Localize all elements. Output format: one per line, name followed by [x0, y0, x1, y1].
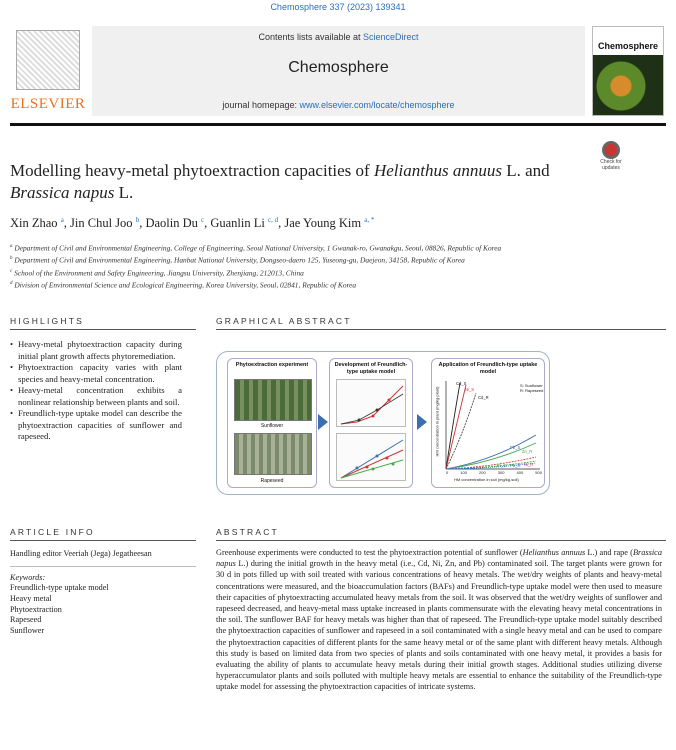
ga-caption: Rapeseed [260, 478, 284, 484]
ga-panel-model-development [329, 358, 413, 488]
curve-label: Zn_S [496, 463, 507, 468]
curve-label: Pb_R [510, 463, 521, 468]
arrow-right-icon [318, 414, 328, 430]
keyword: Sunflower [10, 626, 45, 636]
plot-legend [520, 383, 543, 393]
journal-homepage-link[interactable]: www.elsevier.com/locate/chemosphere [299, 100, 455, 110]
masthead-banner [92, 26, 585, 116]
keyword: Freundlich-type uptake model [10, 583, 109, 592]
curve-label: Cd_R [478, 395, 489, 400]
affiliation: $^b$ Department of Civil and Environmental Engineering, Hanbat National University, Dongseo-daero 125, Yuseong-gu, Daejeon, 34158, Republic of Korea [10, 255, 465, 265]
legend-item: R: Rapeseed [520, 388, 544, 393]
legend-item: S: Sunflower [520, 383, 543, 388]
keyword: Heavy metal [10, 593, 52, 603]
curve-label: Ni_R [524, 462, 534, 467]
sciencedirect-link[interactable]: ScienceDirect [363, 32, 419, 42]
contents-line: Contents lists available at ScienceDirect [258, 32, 419, 42]
cover-title: Chemosphere [593, 27, 663, 55]
x-tick: 500 [535, 470, 542, 475]
article-info-heading: ARTICLE INFO [10, 527, 95, 537]
masthead-divider [10, 123, 666, 126]
article-title: Modelling heavy-metal phytoextraction capacities of Helianthus annuus L. and Brassica napus L. [10, 161, 550, 202]
x-tick: 200 [479, 470, 486, 475]
highlight-item: • Heavy-metal phytoextraction capacity during initial plant growth affects phytoremediation. [10, 339, 182, 362]
highlight-item: • Freundlich-type uptake model can describe the phytoextraction capacities of sunflower and rapeseed. [10, 408, 182, 443]
ga-mini-plot-graphic [337, 434, 407, 482]
masthead [10, 22, 666, 120]
author[interactable]: Xin Zhao $^a$ [10, 216, 64, 231]
elsevier-wordmark: ELSEVIER [10, 96, 86, 112]
article-info-divider [10, 566, 196, 567]
keyword-list [10, 583, 190, 637]
journal-citation-link[interactable]: Chemosphere 337 (2023) 139341 [270, 2, 406, 12]
affiliation: $^c$ School of the Environment and Safety Engineering, Jiangsu University, Zhenjiang, 212013, China [10, 268, 304, 278]
elsevier-logo[interactable] [10, 30, 86, 116]
x-axis-label: HM concentration in soil (mg/kg-soil) [454, 477, 519, 482]
author[interactable]: Jin Chul Joo $^b$ [70, 216, 140, 231]
cover-image [593, 55, 663, 116]
x-tick-labels [446, 470, 542, 475]
ga-mini-plot-graphic [337, 380, 407, 428]
rapeseed-photo [234, 433, 312, 475]
y-axis-label: HM concentration in plant (mg/kg-plant) [434, 386, 440, 457]
curve-label: Zn_R [522, 449, 533, 454]
graphical-abstract-rule [216, 329, 666, 330]
highlight-item: • Heavy-metal concentration exhibits a nonlinear relationship between plants and soil. [10, 385, 182, 408]
crossmark-label: Check for updates [600, 159, 622, 171]
author-list: Xin Zhao $^a$, Jin Chul Joo $^b$, Daolin Du $^c$, Guanlin Li $^{c, d}$, Jae Young Kim $^{a, *}$ [10, 216, 375, 231]
ga-mini-plot [336, 379, 406, 427]
curve-label: Cd_S [456, 381, 467, 386]
keyword: Phytoextraction [10, 604, 62, 614]
curve-label: Ni_S [465, 387, 475, 392]
abstract-rule [216, 540, 666, 541]
keywords-heading: Keywords: [10, 573, 46, 582]
ga-panel-experiment [227, 358, 317, 488]
ga-panel-title: Phytoextraction experiment [235, 362, 309, 368]
author[interactable]: Jae Young Kim $^{a, *}$ [284, 216, 375, 231]
article-info-rule [10, 540, 196, 541]
curve-ni-s [446, 385, 466, 469]
x-tick: 300 [497, 470, 505, 475]
author[interactable]: Guanlin Li $^{c, d}$ [210, 216, 279, 231]
affiliation: $^d$ Division of Environmental Science and Ecological Engineering, Korea University, Seoul, 02841, Republic of Korea [10, 280, 357, 290]
author[interactable]: Daolin Du $^c$ [145, 216, 205, 231]
highlight-item: • Phytoextraction capacity varies with plant species and heavy-metal concentration. [10, 362, 182, 385]
ga-panel-title: Application of Freundlich-type uptake model [438, 362, 538, 375]
abstract-text: Greenhouse experiments were conducted to test the phytoextraction potential of sunflower (Helianthus annuus L.) and rape (Brassica napus L.) during the initial growth in the heavy metal (i.e., Cd, Ni, Zn, and Pb) contaminated soil. The target plants were grown for 30 d in pots filled up with soil treated with various concentrations of heavy metals. The wet/dry weights of plants and heavy-metal concentrations were measured, and the bioaccumulation factors (BAFs) and Freundlich-type uptake model were then used to measure their capacities of phytoextracting accumulated heavy metals from the soil. It was observed that the wet/dry weights of sunflower and rapeseed decreased, and heavy-metal mass uptake increased in plants commensurate with the elevating heavy metal concentrations in the soil. The sunflower BAF for heavy metals was higher than that of rapeseed. The Freundlich-type uptake model suitably described the phytoextraction capacities of sunflower and rapeseed in a soil contaminated with a single heavy metal and can be used to compare the phytoextraction capacities of different plants for the same heavy metal or of the same plant with different heavy metals. Although this study is based on limited data from two species of plants and soils contaminated with one heavy metal, it provides a basis for evaluating the ability of plants to accumulate heavy metals during their initial growth stages. Additional studies utilizing diverse hyperaccumulator plants and soils polluted with multiple heavy metals are essential to enhance the suitability of the Freundlich-type uptake model for assessing the phytoextraction capacities of intricate systems. [216, 548, 662, 692]
affiliation: $^a$ Department of Civil and Environmental Engineering, College of Engineering, Seoul National University, 1 Gwanak-ro, Gwanakgu, Seoul, 08826, Republic of Korea [10, 243, 502, 253]
check-for-updates-button[interactable] [593, 141, 629, 177]
highlights-heading: HIGHLIGHTS [10, 316, 84, 326]
ga-caption: Sunflower [260, 423, 284, 429]
homepage-line: journal homepage: www.elsevier.com/locate/chemosphere [222, 100, 455, 110]
elsevier-tree-icon [16, 30, 80, 90]
ga-mini-plot [336, 433, 406, 481]
graphical-abstract-figure[interactable] [216, 351, 550, 495]
journal-title: Chemosphere [288, 59, 389, 76]
x-tick: 400 [516, 470, 524, 475]
curve-cd-s [446, 383, 460, 469]
x-tick: 100 [460, 470, 467, 475]
curve-label: Pb_S [510, 445, 521, 450]
affiliations [10, 241, 650, 291]
graphical-abstract-heading: GRAPHICAL ABSTRACT [216, 316, 352, 326]
x-tick: 0 [446, 470, 449, 475]
ga-panel-title: Development of Freundlich-type uptake model [334, 362, 408, 375]
highlights-rule [10, 329, 196, 330]
sunflower-photo [234, 379, 312, 421]
keyword: Rapeseed [10, 615, 42, 625]
ga-panel-model-application [431, 358, 545, 488]
crossmark-icon [602, 141, 620, 159]
journal-cover[interactable] [592, 26, 664, 116]
highlights-list [10, 339, 182, 443]
handling-editor: Handling editor Veeriah (Jega) Jegatheesan [10, 549, 152, 558]
arrow-right-icon [417, 414, 427, 430]
abstract-heading: ABSTRACT [216, 527, 279, 537]
